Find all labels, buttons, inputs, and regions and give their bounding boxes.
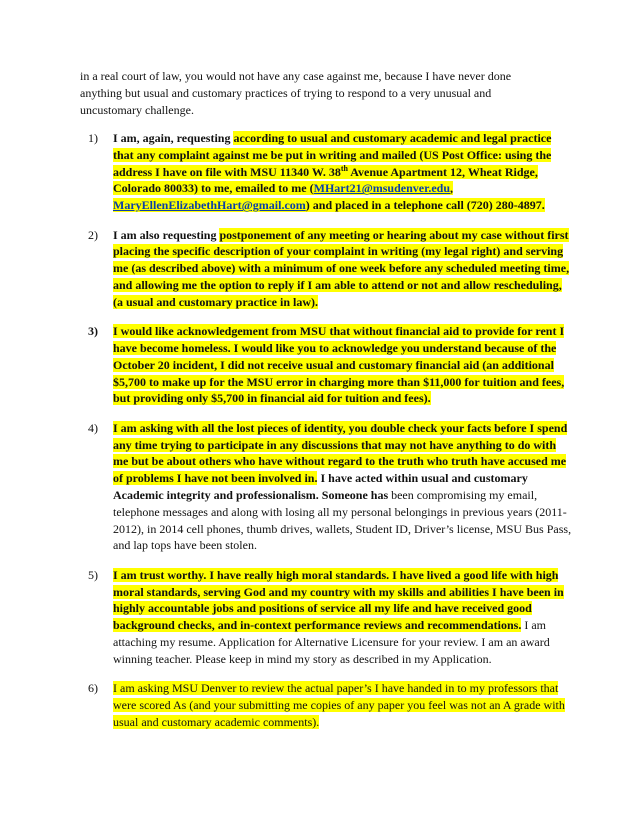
item-text [113,130,572,214]
item-text [113,323,572,407]
item-number: 3) [88,324,98,339]
highlighted-text: I am asking with all the lost pieces of identity, you double check your facts before I spend any time trying to participate in any discussions that may not have anything to do with me but be about others who have without regard to the truth who truth have accused me of problems I have not been involved in. [113,420,568,486]
item-text [113,420,572,554]
highlighted-text: I am trust worthy. I have really high moral standards. I have lived a good life with high moral standards, serving God and my country with my skills and abilities I have been in highly accountable jobs and positions of service all my life and have received good background checks, and in-context performance reviews and recommendations. [113,567,564,633]
text-run: I am, again, requesting [113,131,234,145]
list-item [80,227,572,311]
bold-text: I have acted within usual and customary Academic integrity and professionalism. Someone has [113,471,528,502]
plain-text: I am attaching my resume. Application for Alternative Licensure for your review. I am an award winning teacher. Please keep in mind my story as described in my Application. [113,618,550,666]
item-number: 6) [88,681,98,696]
plain-text: been compromising my email, telephone messages and along with losing all my personal belongings in previous years (2011-2012), in 2014 cell phones, thumb drives, wallets, Student ID, Driver’s license, MSU Bus Pass, and lap tops have been stolen. [113,487,572,553]
ordinal-suffix: th [340,163,348,173]
intro-paragraph: in a real court of law, you would not have any case against me, because I have never done anything but usual and customary practices of trying to respond to a very unusual and uncustomary challenge. [80,69,512,117]
item-number: 5) [88,567,98,582]
highlighted-text: I would like acknowledgement from MSU that without financial aid to provide for rent I have become homeless. I would like you to acknowledge you understand because of the October 20 incident, I did not receive usual and customary financial aid (an additional $5,700 to make up for the MSU error in charging more than $11,000 for tuition and fees, but providing only $5,700 in financial aid for tuition and fees). [113,324,565,406]
item-number: 2) [88,227,98,242]
item-number: 4) [88,420,98,435]
list-item [80,420,572,554]
list-item [80,130,572,214]
text-run: I am also requesting [113,227,220,242]
item-text [113,680,572,730]
item-text [113,227,572,311]
highlighted-text: according to usual and customary academic and legal practice that any complaint against me be put in writing and mailed (US Post Office: using the address I have on file with MSU 11340 W. 38th Avenue Apartment 12, Wheat Ridge, Colorado 80033) to me, emailed to me (MHart21@msudenver.edu, MaryEllenElizabethHart@gmail.com) and placed in a telephone call (720) 280-4897. [113,131,552,213]
item-text [113,567,572,668]
email-link-gmail[interactable]: MaryEllenElizabethHart@gmail.com [113,198,306,213]
list-item [80,567,572,668]
item-number: 1) [88,131,98,145]
email-link-msu[interactable]: MHart21@msudenver.edu [313,181,451,196]
request-list [80,130,572,743]
list-item [80,680,572,730]
list-item [80,323,572,407]
highlighted-text: postponement of any meeting or hearing about my case without first placing the specific description of your complaint in writing (my legal right) and serving me (as described above) with a minimum of one week before any scheduled meeting time, and allowing me the option to reply if I am able to attend or not and allow rescheduling, (a usual and customary practice in law). [113,227,570,309]
highlighted-text: I am asking MSU Denver to review the actual paper’s I have handed in to my professors that were scored As (and your submitting me copies of any paper you feel was not an A grade with usual and customary academic comments). [113,681,565,729]
